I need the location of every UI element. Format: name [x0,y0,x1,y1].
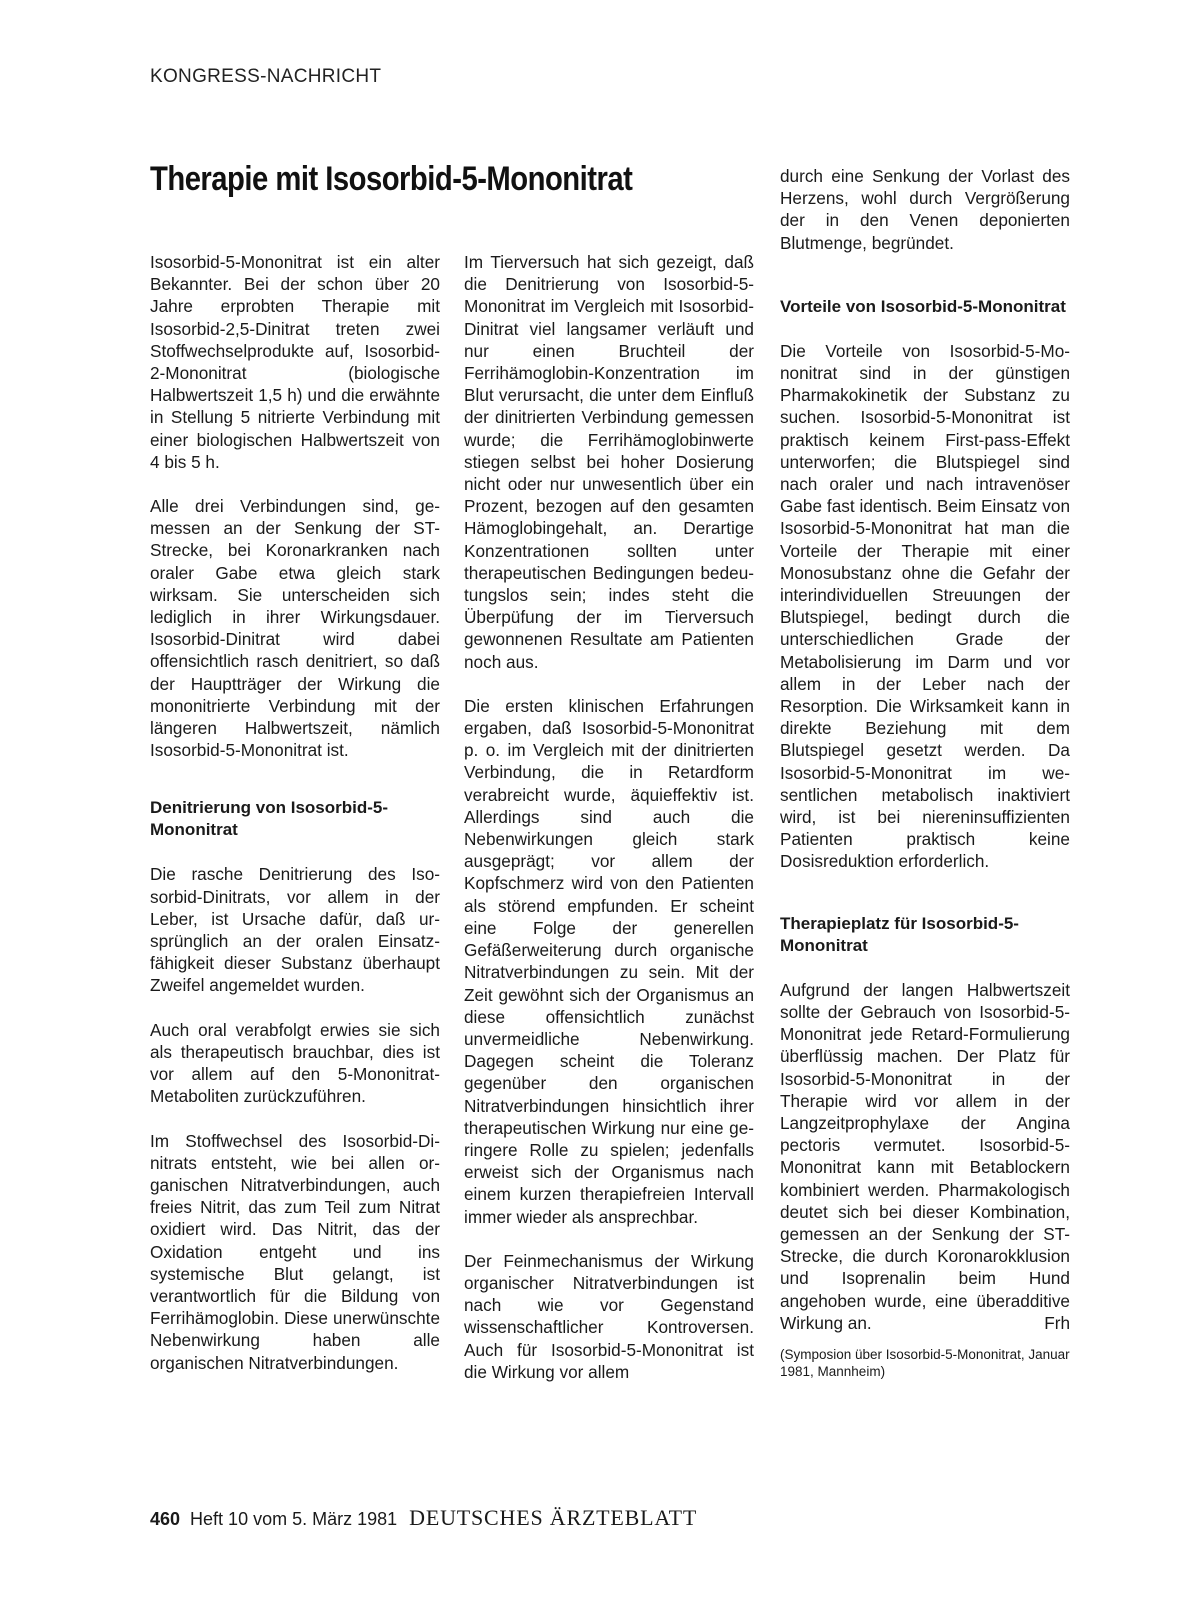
paragraph: Die ersten klinischen Erfahrungen ergaben, daß Isosorbid-5-Mononitrat p. o. im Vergleich mit der dinitrierten Verbindung, die in Retardform verabreicht wurde, äquieffektiv ist. Allerdings sind auch die Nebenwirkungen gleich stark ausgeprägt; vor allem der Kopfschmerz wird von den Patienten als störend empfunden. Er scheint eine Folge der generellen Gefäßerweiterung durch organische Nitratverbindungen zu sein. Mit der Zeit gewöhnt sich der Organismus an diese offensichtlich zunächst unvermeidliche Nebenwirkung. Dagegen scheint die Toleranz gegenüber den organischen Nitratverbindungen hinsichtlich ihrer therapeutischen Wirkung nur eine geringere Rolle zu spielen; jedenfalls erweist sich der Organismus nach einem kurzen therapiefreien Intervall immer wieder als ansprechbar. [464,695,754,1227]
paragraph: durch eine Senkung der Vorlast des Herzens, wohl durch Vergrößerung der in den Venen deponierten Blutmenge, begründet. [780,166,1070,253]
section-heading: Denitrierung von Isosorbid-5-Mononitrat [150,798,389,840]
section-heading: Therapieplatz für Isosorbid-5-Mononitrat [780,913,1019,955]
section-label: KONGRESS-NACHRICHT [150,66,382,87]
paragraph [780,979,1070,1334]
paragraph: Alle drei Verbindungen sind, gemessen an der Senkung der ST-Strecke, bei Koronarkranken nach oraler Gabe etwa gleich stark wirksam. Sie unterscheiden sich lediglich in ihrer Wirkungsdauer. Isosorbid-Dinitrat wird dabei offensichtlich rasch denitriert, so daß der Hauptträger der Wirkung die mononitrierte Verbindung mit der längeren Halbwertszeit, nämlich Isosorbid-5-Mononitrat ist. [150,496,440,761]
page-number: 460 [150,1509,181,1529]
page-footer [150,1505,697,1531]
paragraph: Im Tierversuch hat sich gezeigt, daß die Denitrierung von Isosorbid-5-Mononitrat im Vergleich mit Isosorbid-Dinitrat viel langsamer verläuft und nur einen Bruchteil der Ferrihämoglobin-Konzentration im Blut verursacht, die unter dem Einfluß der dinitrierten Verbindung gemessen wurde; die Ferrihämoglobinwerte stiegen selbst bei hoher Dosierung nicht oder nur unwesentlich über ein Prozent, bezogen auf den gesamten Hämoglobingehalt, an. Derartige Konzentrationen sollten unter therapeutischen Bedingungen bedeutungslos sein; indes steht die Überpüfung der im Tierversuch gewonnenen Resultate am Patienten noch aus. [464,252,754,672]
section-heading: Vorteile von Isosorbid-5-Mononitrat [780,296,1066,316]
issue-info: Heft 10 vom 5. März 1981 [190,1509,398,1529]
column-3 [780,165,1070,1402]
column-1 [150,251,440,1396]
paragraph: Auch oral verabfolgt erwies sie sich als therapeutisch brauchbar, dies ist vor allem auf den 5-Mononitrat-Metaboliten zurückzuführen. [150,1019,440,1107]
paragraph: Im Stoffwechsel des Isosorbid-Dinitrats entsteht, wie bei allen organischen Nitratverbindungen, auch freies Nitrit, das zum Teil zum Nitrat oxidiert wird. Das Nitrit, das der Oxidation entgeht und ins systemische Blut gelangt, ist verantwortlich für die Bildung von Ferrihämoglobin. Diese unerwünschte Nebenwirkung haben alle organischen Nitratverbindungen. [150,1130,440,1373]
paragraph: Die Vorteile von Isosorbid-5-Mononitrat sind in der günstigen Pharmakokinetik der Substanz zu suchen. Isosorbid-5-Mononitrat ist praktisch keinem First-pass-Effekt unterworfen; die Blutspiegel sind nach oraler und nach intravenöser Gabe fast identisch. Beim Einsatz von Isosorbid-5-Mononitrat hat man die Vorteile der Therapie mit einer Monosubstanz ohne die Gefahr der interindividuellen Streuungen der Blutspiegel, bedingt durch die unterschiedlichen Grade der Metabolisierung im Darm und vor allem in der Leber nach der Resorption. Die Wirksamkeit kann in direkte Beziehung mit dem Blutspiegel gesetzt werden. Da Isosorbid-5-Mononitrat im wesentlichen metabolisch inaktiviert wird, ist bei niereninsuffizienten Patienten praktisch keine Dosisreduktion erforderlich. [780,340,1070,872]
paragraph: Isosorbid-5-Mononitrat ist ein alter Bekannter. Bei der schon über 20 Jahre erprobten Therapie mit Isosorbid-2,5-Dinitrat treten zwei Stoffwechselprodukte auf, Isosorbid-2-Mononitrat (biologische Halbwertszeit 1,5 h) und die erwähnte in Stellung 5 nitrierte Verbindung mit einer biologischen Halbwertszeit von 4 bis 5 h. [150,252,440,472]
column-2 [464,251,754,1405]
paragraph: Die rasche Denitrierung des Isosorbid-Dinitrats, vor allem in der Leber, ist Ursache dafür, daß ursprünglich an der oralen Einsatzfähigkeit dieser Substanz überhaupt Zweifel angemeldet wurden. [150,864,440,996]
article-title: Therapie mit Isosorbid-5-Mononitrat [150,160,633,198]
author-signoff: Frh [1044,1312,1070,1333]
source-note: (Symposion über Isosorbid-5-Mononitrat, Januar 1981, Mannheim) [780,1346,1070,1379]
paragraph-text: Aufgrund der langen Halbwertszeit sollte der Gebrauch von Isosorbid-5-Mononitrat jede Retard-Formulierung überflüssig machen. Der Platz für Isosorbid-5-Mononitrat in der Therapie wird vor allem in der Langzeitprophylaxe der Angina pectoris vermutet. Isosorbid-5-Mononitrat kann mit Betablockern kombiniert werden. Pharmakologisch deutet sich bei dieser Kombination, gemessen an der Senkung der ST-Strecke, die durch Koronarokklusion und Isoprenalin beim Hund angehoben wurde, eine überadditive Wirkung an. [780,979,1070,1333]
journal-name: DEUTSCHES ÄRZTEBLATT [409,1505,698,1530]
paragraph: Der Feinmechanismus der Wirkung organischer Nitratverbindungen ist nach wie vor Gegenstand wissenschaftlicher Kontroversen. Auch für Isosorbid-5-Mononitrat ist die Wirkung vor allem [464,1250,754,1382]
